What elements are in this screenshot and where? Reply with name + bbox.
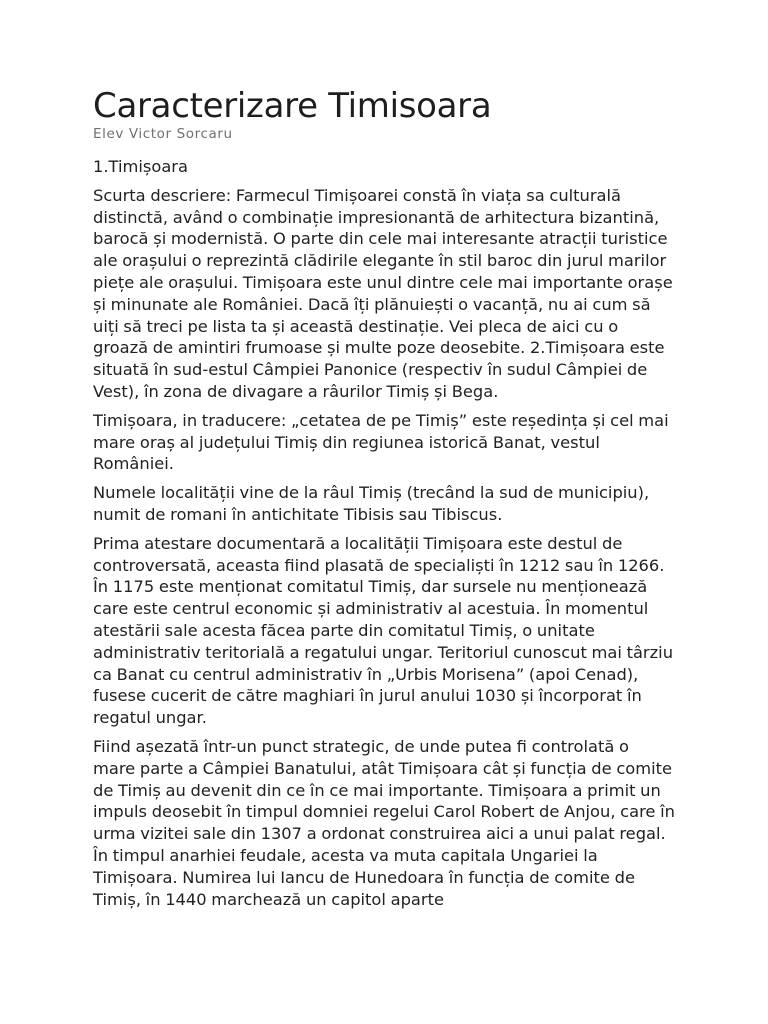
document-title: Caracterizare Timisoara bbox=[93, 86, 492, 126]
paragraph-translation: Timișoara, in traducere: „cetatea de pe Timiș” este reședința și cel mai mare oraș al județului Timiș din regiunea istorică Banat, vestul României. bbox=[93, 410, 669, 474]
paragraph-description: Scurta descriere: Farmecul Timișoarei constă în viața sa culturală distinctă, având o combinație impresionantă de arhitectura bizantină, barocă și modernistă. O parte din cele mai interesante atracții turistice ale orașului o reprezintă clădirile elegante în stil baroc din jurul marilor piețe ale orașului. Timișoara este unul dintre cele mai importante orașe și minunate ale României. Dacă îți plănuiești o vacanță, nu ai cum să uiți să treci pe lista ta și această destinație. Vei pleca de aici cu o groază de amintiri frumoase și multe poze deosebite. 2.Timișoara este situată în sud-estul Câmpiei Panonice (respectiv în sudul Câmpiei de Vest), în zona de divagare a râurilor Timiș și Bega. bbox=[93, 185, 673, 401]
paragraph-name-origin: Numele localității vine de la râul Timiș (trecând la sud de municipiu), numit de romani în antichitate Tibisis sau Tibiscus. bbox=[93, 483, 650, 524]
paragraph-strategic-point: Fiind așezată într-un punct strategic, de unde putea fi controlată o mare parte a Câmpiei Banatului, atât Timișoara cât și funcția de comite de Timiș au devenit din ce în ce mai importante. Timișoara a primit un impuls deosebit în timpul domniei regelui Carol Robert de Anjou, care în urma vizitei sale din 1307 a ordonat construirea aici a unui palat regal. În timpul anarhiei feudale, acesta va muta capitala Ungariei la Timișoara. Numirea lui Iancu de Hunedoara în funcția de comite de Timiș, în 1440 marchează un capitol aparte bbox=[93, 736, 675, 909]
paragraph-first-attestation: Prima atestare documentară a localității Timișoara este destul de controversată, aceasta fiind plasată de specialiști în 1212 sau în 1266. În 1175 este menționat comitatul Timiș, dar sursele nu menționează care este centrul economic și administrativ al acestuia. În momentul atestării sale acesta făcea parte din comitatul Timiș, o unitate administrativ teritorială a regatului ungar. Teritoriul cunoscut mai târziu ca Banat cu centrul administrativ în „Urbis Morisena” (apoi Cenad), fusese cucerit de către maghiari în jurul anului 1030 și încorporat în regatul ungar. bbox=[93, 533, 674, 728]
section-heading: 1.Timișoara bbox=[93, 157, 188, 176]
document-page bbox=[93, 86, 675, 917]
document-author: Elev Victor Sorcaru bbox=[93, 126, 233, 142]
